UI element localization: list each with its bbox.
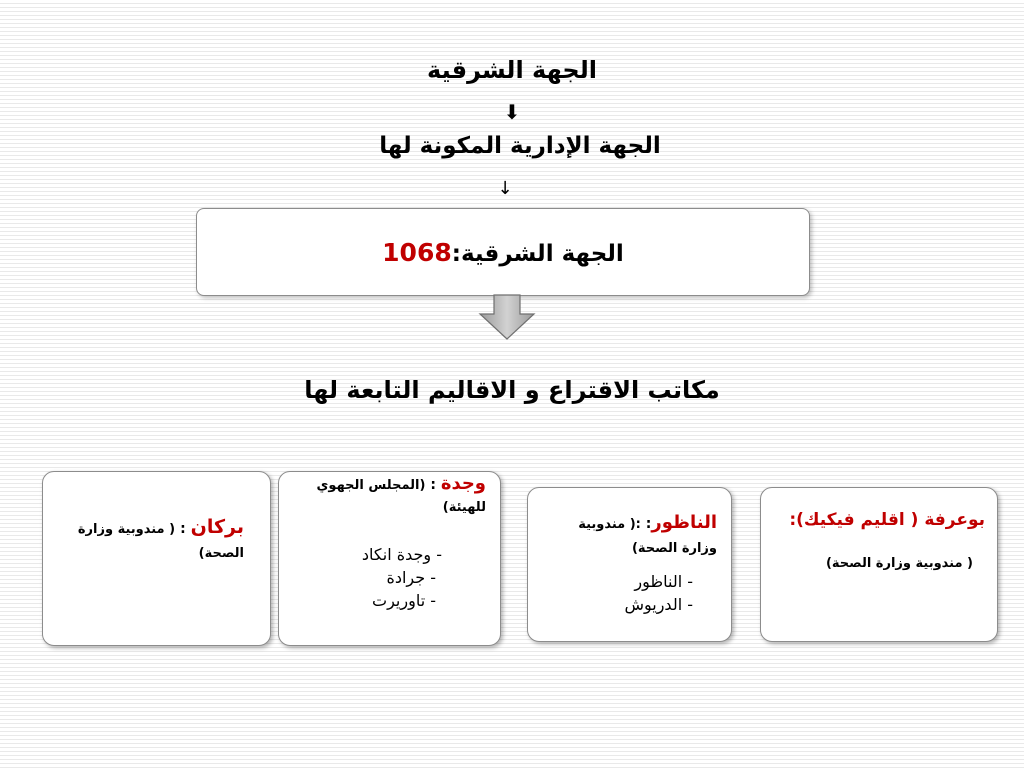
list-item: - جرادة — [386, 568, 436, 587]
list-item: - الناظور — [634, 572, 693, 591]
small-down-arrow-icon: ↓ — [497, 178, 513, 199]
nador-note: :( مندوبية وزارة الصحة) — [578, 517, 717, 556]
nador-header — [542, 512, 717, 560]
oujda-sep: : — [425, 477, 441, 493]
oujda-header — [286, 474, 486, 518]
region-title: الجهة الشرقية — [427, 56, 597, 84]
bouarfa-note: ( مندوبية وزارة الصحة) — [825, 556, 973, 571]
bouarfa-name: بوعرفة ( اقليم فيكيك): — [789, 510, 985, 530]
nador-name: الناظور — [651, 512, 717, 533]
list-item: - وجدة انكاد — [361, 545, 442, 564]
oujda-note: (المجلس الجهوي للهيئة) — [316, 478, 486, 515]
block-down-arrow-icon — [478, 294, 536, 340]
berkane-content — [54, 516, 244, 565]
down-arrow-icon: ⬇ — [503, 100, 521, 124]
berkane-note: ( مندوبية وزارة الصحة) — [77, 522, 244, 561]
card-oujda — [278, 471, 501, 646]
berkane-name: بركان — [190, 516, 244, 538]
region-total-text — [382, 238, 624, 267]
region-total-value: 1068 — [382, 237, 452, 267]
region-total-colon: : — [451, 240, 461, 267]
list-item: - الدريوش — [624, 595, 693, 614]
nador-sep: : — [640, 516, 652, 532]
region-total-label: الجهة الشرقية — [460, 240, 624, 267]
berkane-sep: : — [180, 521, 191, 537]
offices-heading: مكاتب الاقتراع و الاقاليم التابعة لها — [304, 376, 720, 404]
list-item: - تاوريرت — [372, 591, 436, 610]
oujda-list — [292, 543, 442, 612]
administrative-subtitle: الجهة الإدارية المكونة لها — [379, 133, 661, 159]
card-berkane — [42, 471, 271, 646]
nador-list — [553, 570, 693, 616]
region-total-box — [196, 208, 810, 296]
card-bouarfa — [760, 487, 998, 642]
oujda-name: وجدة — [440, 473, 486, 494]
card-nador — [527, 487, 732, 642]
